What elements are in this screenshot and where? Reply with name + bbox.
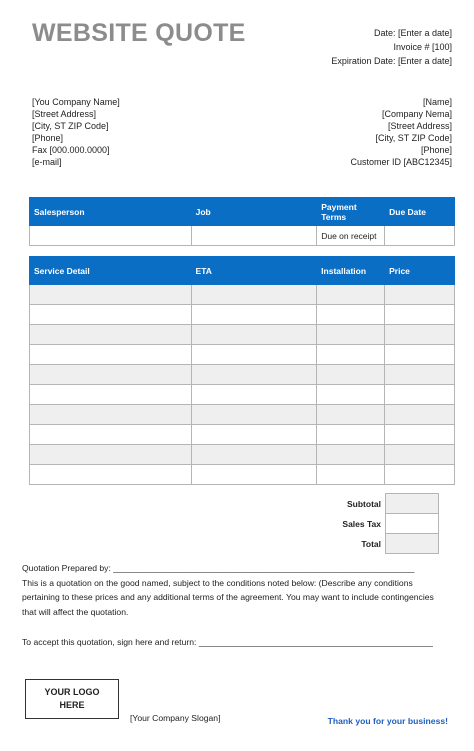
col-header-service-detail: Service Detail	[30, 257, 192, 285]
col-header-installation: Installation	[317, 257, 385, 285]
total-value[interactable]	[386, 534, 439, 554]
table-row	[30, 425, 455, 445]
price-cell[interactable]	[385, 325, 455, 345]
quote-meta	[331, 26, 452, 68]
table-row	[30, 385, 455, 405]
sender-fax[interactable]: Fax [000.000.0000]	[32, 145, 110, 155]
info-table-header	[30, 198, 455, 226]
price-cell[interactable]	[385, 445, 455, 465]
total-row	[314, 534, 439, 554]
eta-cell[interactable]	[191, 285, 317, 305]
eta-cell[interactable]	[191, 305, 317, 325]
recipient-address	[350, 96, 452, 168]
col-header-job: Job	[191, 198, 317, 226]
price-cell[interactable]	[385, 365, 455, 385]
table-row	[30, 365, 455, 385]
installation-cell[interactable]	[317, 325, 385, 345]
installation-cell[interactable]	[317, 445, 385, 465]
signature-line[interactable]: To accept this quotation, sign here and return: _________________________________________________	[22, 637, 433, 647]
installation-cell[interactable]	[317, 305, 385, 325]
logo-text-line2: HERE	[59, 700, 85, 710]
installation-cell[interactable]	[317, 285, 385, 305]
eta-cell[interactable]	[191, 445, 317, 465]
service-detail-cell[interactable]	[30, 285, 192, 305]
eta-cell[interactable]	[191, 465, 317, 485]
price-cell[interactable]	[385, 385, 455, 405]
service-detail-cell[interactable]	[30, 385, 192, 405]
service-detail-cell[interactable]	[30, 325, 192, 345]
price-cell[interactable]	[385, 425, 455, 445]
eta-cell[interactable]	[191, 425, 317, 445]
col-header-payment-terms: Payment Terms	[317, 198, 385, 226]
logo-text-line1: YOUR LOGO	[44, 687, 100, 697]
service-detail-cell[interactable]	[30, 425, 192, 445]
installation-cell[interactable]	[317, 465, 385, 485]
date-field[interactable]: Date: [Enter a date]	[373, 28, 452, 38]
company-slogan[interactable]: [Your Company Slogan]	[130, 713, 221, 723]
info-table	[29, 197, 455, 246]
service-detail-cell[interactable]	[30, 345, 192, 365]
col-header-eta: ETA	[191, 257, 317, 285]
document-title: WEBSITE QUOTE	[32, 19, 246, 47]
sales-tax-label: Sales Tax	[342, 518, 381, 529]
eta-cell[interactable]	[191, 345, 317, 365]
salesperson-cell[interactable]	[30, 226, 192, 246]
recipient-customer-id[interactable]: Customer ID [ABC12345]	[350, 157, 452, 167]
price-cell[interactable]	[385, 345, 455, 365]
expiration-date-field[interactable]: Expiration Date: [Enter a date]	[331, 56, 452, 66]
terms-description[interactable]: This is a quotation on the good named, subject to the conditions noted below: (Describe any conditions pertaining to these prices and any additional terms of the agreement. You may want to include contingencies that will affect the quotation.	[22, 577, 434, 617]
eta-cell[interactable]	[191, 405, 317, 425]
total-label: Total	[361, 538, 381, 549]
sender-company[interactable]: [You Company Name]	[32, 97, 120, 107]
terms-section	[22, 561, 442, 619]
recipient-city[interactable]: [City, ST ZIP Code]	[375, 133, 452, 143]
recipient-street[interactable]: [Street Address]	[387, 121, 452, 131]
col-header-salesperson: Salesperson	[30, 198, 192, 226]
subtotal-row	[314, 494, 439, 514]
service-detail-cell[interactable]	[30, 405, 192, 425]
sales-tax-value[interactable]	[386, 514, 439, 534]
prepared-by-line[interactable]: Quotation Prepared by: _______________________________________________________________	[22, 563, 415, 573]
installation-cell[interactable]	[317, 345, 385, 365]
table-row	[30, 405, 455, 425]
service-detail-cell[interactable]	[30, 465, 192, 485]
subtotal-value[interactable]	[386, 494, 439, 514]
eta-cell[interactable]	[191, 325, 317, 345]
sender-phone[interactable]: [Phone]	[32, 133, 64, 143]
thank-you-note: Thank you for your business!	[327, 716, 448, 726]
service-table-body	[30, 285, 455, 485]
service-detail-cell[interactable]	[30, 445, 192, 465]
service-table-header	[30, 257, 455, 285]
sender-address	[32, 96, 120, 168]
installation-cell[interactable]	[317, 405, 385, 425]
service-table	[29, 256, 455, 485]
table-row	[30, 285, 455, 305]
table-row	[30, 465, 455, 485]
service-detail-cell[interactable]	[30, 305, 192, 325]
service-detail-cell[interactable]	[30, 365, 192, 385]
installation-cell[interactable]	[317, 385, 385, 405]
totals-table	[314, 493, 439, 554]
col-header-due-date: Due Date	[385, 198, 455, 226]
table-row	[30, 325, 455, 345]
price-cell[interactable]	[385, 305, 455, 325]
installation-cell[interactable]	[317, 425, 385, 445]
payment-terms-cell[interactable]: Due on receipt	[317, 226, 385, 246]
eta-cell[interactable]	[191, 385, 317, 405]
table-row	[30, 345, 455, 365]
sender-email[interactable]: [e-mail]	[32, 157, 62, 167]
price-cell[interactable]	[385, 285, 455, 305]
eta-cell[interactable]	[191, 365, 317, 385]
sender-city[interactable]: [City, ST ZIP Code]	[32, 121, 109, 131]
table-row	[30, 305, 455, 325]
logo-placeholder[interactable]	[25, 679, 119, 719]
col-header-price: Price	[385, 257, 455, 285]
recipient-phone[interactable]: [Phone]	[420, 145, 452, 155]
installation-cell[interactable]	[317, 365, 385, 385]
table-row	[30, 445, 455, 465]
price-cell[interactable]	[385, 465, 455, 485]
price-cell[interactable]	[385, 405, 455, 425]
table-row	[30, 226, 455, 246]
job-cell[interactable]	[191, 226, 317, 246]
recipient-company[interactable]: [Company Nema]	[381, 109, 452, 119]
invoice-number-field[interactable]: Invoice # [100]	[393, 42, 452, 52]
due-date-cell[interactable]	[385, 226, 455, 246]
sales-tax-row	[314, 514, 439, 534]
sender-street[interactable]: [Street Address]	[32, 109, 97, 119]
recipient-name[interactable]: [Name]	[422, 97, 452, 107]
subtotal-label: Subtotal	[347, 498, 381, 509]
